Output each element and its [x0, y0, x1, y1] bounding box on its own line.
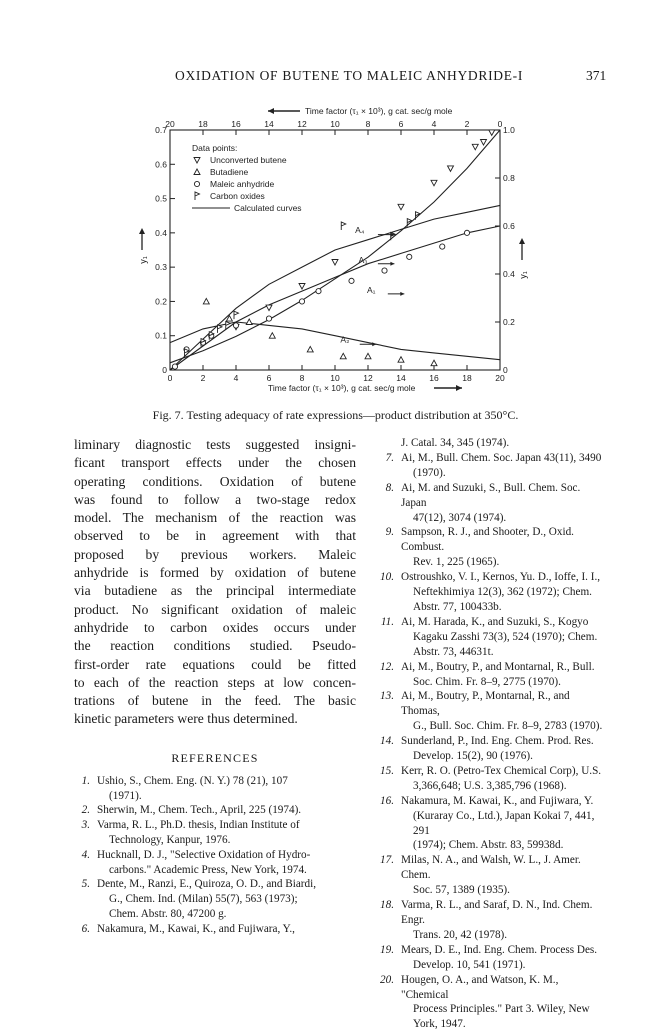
right-y-tick-label: 0.6: [503, 221, 515, 231]
reference-line: (1970).: [413, 466, 446, 479]
body-line: to each of the reaction steps at low concen-: [74, 674, 356, 690]
left-axis-arrowhead: [139, 228, 145, 234]
body-line: the reaction conditions studied. Pseudo-: [74, 638, 356, 654]
reference-line: York, 1947.: [413, 1018, 466, 1031]
calculated-curve-1: [170, 205, 500, 370]
reference-line: Process Principles." Part 3. Wiley, New: [413, 1003, 590, 1016]
reference-line: Ai, M., Boutry, P., Montarnal, R., and Thomas,: [401, 690, 570, 718]
reference-line: Ai, M., Boutry, P., and Montarnal, R., Bull.: [401, 660, 595, 673]
butadiene-point: [246, 319, 252, 325]
x-tick-label: 0: [167, 373, 173, 383]
reference-line: Varma, R. L., Ph.D. thesis, Indian Institute of: [97, 819, 300, 832]
body-line: proposed by previous workers. Maleic: [74, 546, 356, 562]
bottom-axis-label: Time factor (τ₁ × 10³), g cat. sec/g mole: [268, 383, 416, 393]
body-line: anhydride is formed by oxidation of butene: [74, 565, 356, 581]
reference-line: Sunderland, P., Ind. Eng. Chem. Prod. Res.: [401, 735, 594, 748]
reference-line: (1974); Chem. Abstr. 83, 59938d.: [413, 839, 564, 852]
butene-point: [266, 305, 272, 311]
reference-item: [378, 615, 604, 660]
reference-line: Milas, N. A., and Walsh, W. L., J. Amer. Chem.: [401, 854, 581, 882]
y-tick-label: 0.2: [155, 296, 167, 307]
reference-text: [97, 922, 356, 937]
maleic-anhydride-point: [299, 299, 304, 304]
maleic-anhydride-point: [382, 268, 387, 273]
maleic-anhydride-point: [172, 364, 177, 369]
reference-item: [74, 877, 356, 921]
references-heading: REFERENCES: [171, 750, 259, 765]
reference-number: 1.: [81, 774, 90, 787]
x-tick-label: 10: [330, 373, 340, 383]
top-axis-arrowhead: [268, 108, 274, 114]
top-x-tick-label: 14: [264, 119, 274, 129]
butadiene-point: [194, 169, 200, 175]
figure-caption: Fig. 7. Testing adequacy of rate expressions—product distribution at 350°C.: [152, 408, 519, 422]
reference-text: [401, 660, 604, 690]
reference-text: [97, 877, 356, 921]
left-axis-label: y₁: [138, 256, 148, 264]
butene-point: [431, 180, 437, 186]
reference-item: [74, 922, 356, 937]
curve-label: A₃: [358, 255, 368, 266]
butadiene-point: [365, 353, 371, 359]
reference-text: [401, 570, 604, 615]
curve-label-arrowhead: [372, 342, 376, 346]
reference-item: [378, 525, 604, 570]
right-axis-arrowhead: [519, 238, 525, 244]
reference-line: Kagaku Zasshi 73(3), 524 (1970); Chem.: [413, 630, 598, 643]
body-line: was found to follow a two-stage redox: [74, 491, 356, 507]
curve-label: A₄: [355, 224, 365, 235]
butadiene-point: [203, 298, 209, 304]
reference-line: Abstr. 77, 100433b.: [413, 600, 502, 613]
reference-line: Technology, Kanpur, 1976.: [109, 833, 231, 846]
body-line: trations of butene in the feed. The basic: [74, 693, 356, 709]
maleic-anhydride-point: [233, 323, 238, 328]
running-head: [0, 68, 671, 88]
reference-line: Sherwin, M., Chem. Tech., April, 225 (1974).: [97, 804, 302, 817]
body-text: [74, 436, 356, 729]
figure-chart: [138, 100, 550, 400]
reference-line: (Kuraray Co., Ltd.), Japan Kokai 7, 441, 291: [413, 809, 595, 837]
curve-label: A₁: [367, 284, 376, 295]
reference-text: [97, 848, 356, 878]
body-line: via butadiene as the principal intermediate: [74, 583, 356, 599]
maleic-anhydride-point: [407, 254, 412, 259]
reference-number: 9.: [385, 526, 394, 539]
maleic-anhydride-point: [266, 316, 271, 321]
reference-line: Trans. 20, 42 (1978).: [413, 928, 508, 941]
curve-label-arrowhead: [390, 262, 394, 266]
x-tick-label: 2: [200, 373, 206, 383]
top-x-tick-label: 4: [431, 119, 437, 129]
reference-number: 20.: [380, 973, 394, 986]
x-tick-label: 8: [299, 373, 305, 383]
page-number: 371: [586, 68, 607, 83]
body-line: model. The mechanism of the reaction was: [74, 510, 356, 526]
reference-line: Sampson, R. J., and Shooter, D., Oxid. Combust.: [401, 526, 574, 554]
bottom-axis-arrowhead: [456, 385, 462, 391]
y-tick-label: 0: [162, 365, 167, 375]
references-list-right: [378, 436, 604, 1032]
reference-item: [378, 853, 604, 898]
reference-text: [401, 734, 604, 764]
reference-number: 15.: [380, 764, 394, 777]
carbon-oxides-point: [234, 311, 239, 319]
butadiene-point: [307, 346, 313, 352]
butene-point: [299, 284, 305, 290]
reference-number: 6.: [81, 922, 90, 935]
figure: [138, 100, 550, 405]
reference-line: Dente, M., Ranzi, E., Quiroza, O. D., and Biardi,: [97, 878, 317, 891]
top-x-tick-label: 8: [365, 119, 371, 129]
reference-line: Hucknall, D. J., "Selective Oxidation of Hydro-: [97, 848, 311, 861]
top-x-tick-label: 6: [398, 119, 404, 129]
reference-number: 12.: [380, 660, 394, 673]
reference-line: Mears, D. E., Ind. Eng. Chem. Process Des.: [401, 943, 598, 956]
y-tick-label: 0.5: [155, 193, 167, 204]
legend-title: Data points:: [192, 143, 238, 153]
x-tick-label: 16: [429, 373, 439, 383]
butadiene-point: [269, 333, 275, 339]
reference-item: [378, 689, 604, 734]
left-column: [74, 436, 356, 937]
reference-text: [401, 794, 604, 854]
y-tick-label: 0.1: [155, 330, 167, 341]
curve-label-arrowhead: [400, 292, 404, 296]
reference-line: Abstr. 73, 44631t.: [413, 645, 494, 658]
x-tick-label: 18: [462, 373, 472, 383]
reference-line: Develop. 15(2), 90 (1976).: [413, 750, 533, 763]
reference-number: 2.: [81, 804, 90, 817]
reference-number: 16.: [380, 794, 394, 807]
reference-line: 47(12), 3074 (1974).: [413, 511, 507, 524]
butene-point: [448, 166, 454, 172]
right-y-tick-label: 0.4: [503, 269, 515, 279]
reference-line: (1971).: [109, 789, 142, 802]
butadiene-point: [398, 357, 404, 363]
top-x-tick-label: 18: [198, 119, 208, 129]
maleic-anhydride-point: [464, 230, 469, 235]
reference-item: [378, 570, 604, 615]
body-line: observed to be in agreement with that: [74, 528, 356, 544]
y-tick-label: 0.7: [155, 125, 167, 135]
reference-line: Nakamura, M., Kawai, K., and Fujiwara, Y.,: [97, 922, 295, 935]
x-tick-label: 6: [266, 373, 272, 383]
reference-line: Develop. 10, 541 (1971).: [413, 958, 526, 971]
reference-line: Neftekhimiya 12(3), 362 (1972); Chem.: [413, 586, 592, 599]
reference-text: [97, 774, 356, 804]
reference-item: [378, 764, 604, 794]
y-tick-label: 0.4: [155, 227, 167, 238]
reference-line: Ai, M. Harada, K., and Suzuki, S., Kogyo: [401, 615, 589, 628]
reference-text: [97, 803, 356, 818]
top-x-tick-label: 10: [330, 119, 340, 129]
butene-point: [481, 140, 487, 146]
top-x-tick-label: 16: [231, 119, 241, 129]
right-y-tick-label: 0.8: [503, 173, 515, 183]
reference-line: Soc. 57, 1389 (1935).: [413, 884, 510, 897]
reference-line: Chem. Abstr. 80, 47200 g.: [109, 907, 227, 920]
reference-number: 17.: [380, 854, 394, 867]
top-axis-label: Time factor (τ₁ × 10³), g cat. sec/g mole: [305, 106, 453, 116]
body-line: product. No significant oxidation of maleic: [74, 601, 356, 617]
top-x-tick-label: 12: [297, 119, 307, 129]
body-line: anhydride to carbon oxides occurs under: [74, 619, 356, 635]
carbon-oxides-point: [195, 192, 200, 200]
reference-text: [401, 436, 604, 451]
body-line: ficant transport effects under the chosen: [74, 455, 356, 471]
top-x-tick-label: 0: [497, 119, 503, 129]
reference-line: Kerr, R. O. (Petro-Tex Chemical Corp), U.S.: [401, 764, 602, 777]
reference-text: [97, 818, 356, 848]
right-y-tick-label: 0.2: [503, 317, 515, 327]
reference-text: [401, 451, 604, 481]
reference-item: [74, 774, 356, 804]
reference-line: Ushio, S., Chem. Eng. (N. Y.) 78 (21), 107: [97, 774, 288, 787]
reference-number: 7.: [385, 451, 394, 464]
legend-label: Calculated curves: [234, 203, 302, 213]
butene-point: [332, 260, 338, 266]
calculated-curve-2: [170, 226, 500, 370]
body-line: first-order rate equations could be fitted: [74, 656, 356, 672]
maleic-anhydride-point: [194, 181, 199, 186]
reference-line: J. Catal. 34, 345 (1974).: [401, 437, 510, 449]
maleic-anhydride-point: [440, 244, 445, 249]
maleic-anhydride-point: [316, 289, 321, 294]
reference-line: Ai, M. and Suzuki, S., Bull. Chem. Soc. Japan: [401, 481, 581, 509]
butene-point: [194, 158, 200, 164]
reference-item: [378, 734, 604, 764]
reference-line: Ostroushko, V. I., Kernos, Yu. D., Ioffe, I. I.,: [401, 571, 601, 584]
reference-line: G., Chem. Ind. (Milan) 55(7), 563 (1973);: [109, 893, 298, 906]
legend-label: Maleic anhydride: [210, 179, 275, 189]
references-list-left: [74, 774, 356, 937]
reference-line: G., Bull. Soc. Chim. Fr. 8–9, 2783 (1970).: [413, 720, 603, 733]
reference-item: [378, 481, 604, 526]
reference-text: [401, 481, 604, 526]
body-line: operating conditions. Oxidation of butene: [74, 473, 356, 489]
butadiene-point: [340, 353, 346, 359]
x-tick-label: 4: [233, 373, 239, 383]
body-line: liminary diagnostic tests suggested insigni-: [74, 437, 356, 452]
right-y-tick-label: 1.0: [503, 125, 515, 135]
reference-line: carbons." Academic Press, New York, 1974.: [109, 863, 307, 876]
reference-number: 8.: [385, 481, 394, 494]
reference-number: 19.: [380, 943, 394, 956]
reference-text: [401, 853, 604, 898]
carbon-oxides-point: [341, 222, 346, 230]
reference-line: Varma, R. L., and Saraf, D. N., Ind. Chem. Engr.: [401, 899, 593, 926]
reference-text: [401, 898, 604, 943]
reference-number: 4.: [81, 848, 90, 861]
legend-label: Unconverted butene: [210, 155, 287, 165]
running-title: OXIDATION OF BUTENE TO MALEIC ANHYDRIDE-I: [175, 68, 524, 83]
x-tick-label: 12: [363, 373, 373, 383]
reference-item: [74, 818, 356, 848]
x-tick-label: 14: [396, 373, 406, 383]
butene-point: [489, 130, 495, 136]
reference-text: [401, 973, 604, 1032]
reference-line: Ai, M., Bull. Chem. Soc. Japan 43(11), 3490: [401, 451, 602, 464]
y-tick-label: 0.3: [155, 262, 167, 273]
reference-number: 13.: [380, 690, 394, 703]
x-tick-label: 20: [495, 373, 505, 383]
reference-item: [74, 803, 356, 818]
reference-item: [378, 794, 604, 854]
reference-text: [401, 525, 604, 570]
legend-label: Butadiene: [210, 167, 249, 177]
reference-number: 5.: [81, 878, 90, 891]
reference-line: Soc. Chim. Fr. 8–9, 2775 (1970).: [413, 675, 561, 688]
reference-item: [378, 436, 604, 451]
right-axis-label: y₁: [518, 271, 528, 279]
reference-line: Hougen, O. A., and Watson, K. M., "Chemical: [401, 973, 559, 1001]
reference-line: 3,366,648; U.S. 3,385,796 (1968).: [413, 779, 567, 792]
reference-number: 14.: [380, 735, 394, 748]
reference-item: [378, 660, 604, 690]
butene-point: [398, 204, 404, 210]
reference-text: [401, 615, 604, 660]
reference-number: 10.: [380, 571, 394, 584]
curve-label: A₂: [340, 334, 350, 345]
reference-line: Rev. 1, 225 (1965).: [413, 556, 500, 569]
reference-item: [378, 973, 604, 1032]
right-y-tick-label: 0: [503, 365, 508, 375]
butadiene-point: [431, 360, 437, 366]
butene-point: [472, 144, 478, 150]
reference-item: [378, 898, 604, 943]
reference-number: 11.: [380, 615, 394, 628]
top-x-tick-label: 20: [165, 119, 175, 129]
reference-text: [401, 689, 604, 734]
legend-label: Carbon oxides: [210, 191, 265, 201]
y-tick-label: 0.6: [155, 159, 167, 170]
reference-text: [401, 943, 604, 973]
reference-number: [378, 436, 401, 451]
reference-text: [401, 764, 604, 794]
reference-item: [378, 451, 604, 481]
right-column: [378, 436, 604, 1032]
carbon-oxides-point: [218, 325, 223, 333]
reference-number: 18.: [380, 899, 394, 912]
maleic-anhydride-point: [349, 278, 354, 283]
reference-item: [74, 848, 356, 878]
reference-number: 3.: [81, 819, 90, 832]
reference-item: [378, 943, 604, 973]
body-line: kinetic parameters were thus determined.: [74, 711, 298, 727]
reference-line: Nakamura, M. Kawai, K., and Fujiwara, Y.: [401, 794, 594, 807]
top-x-tick-label: 2: [464, 119, 470, 129]
